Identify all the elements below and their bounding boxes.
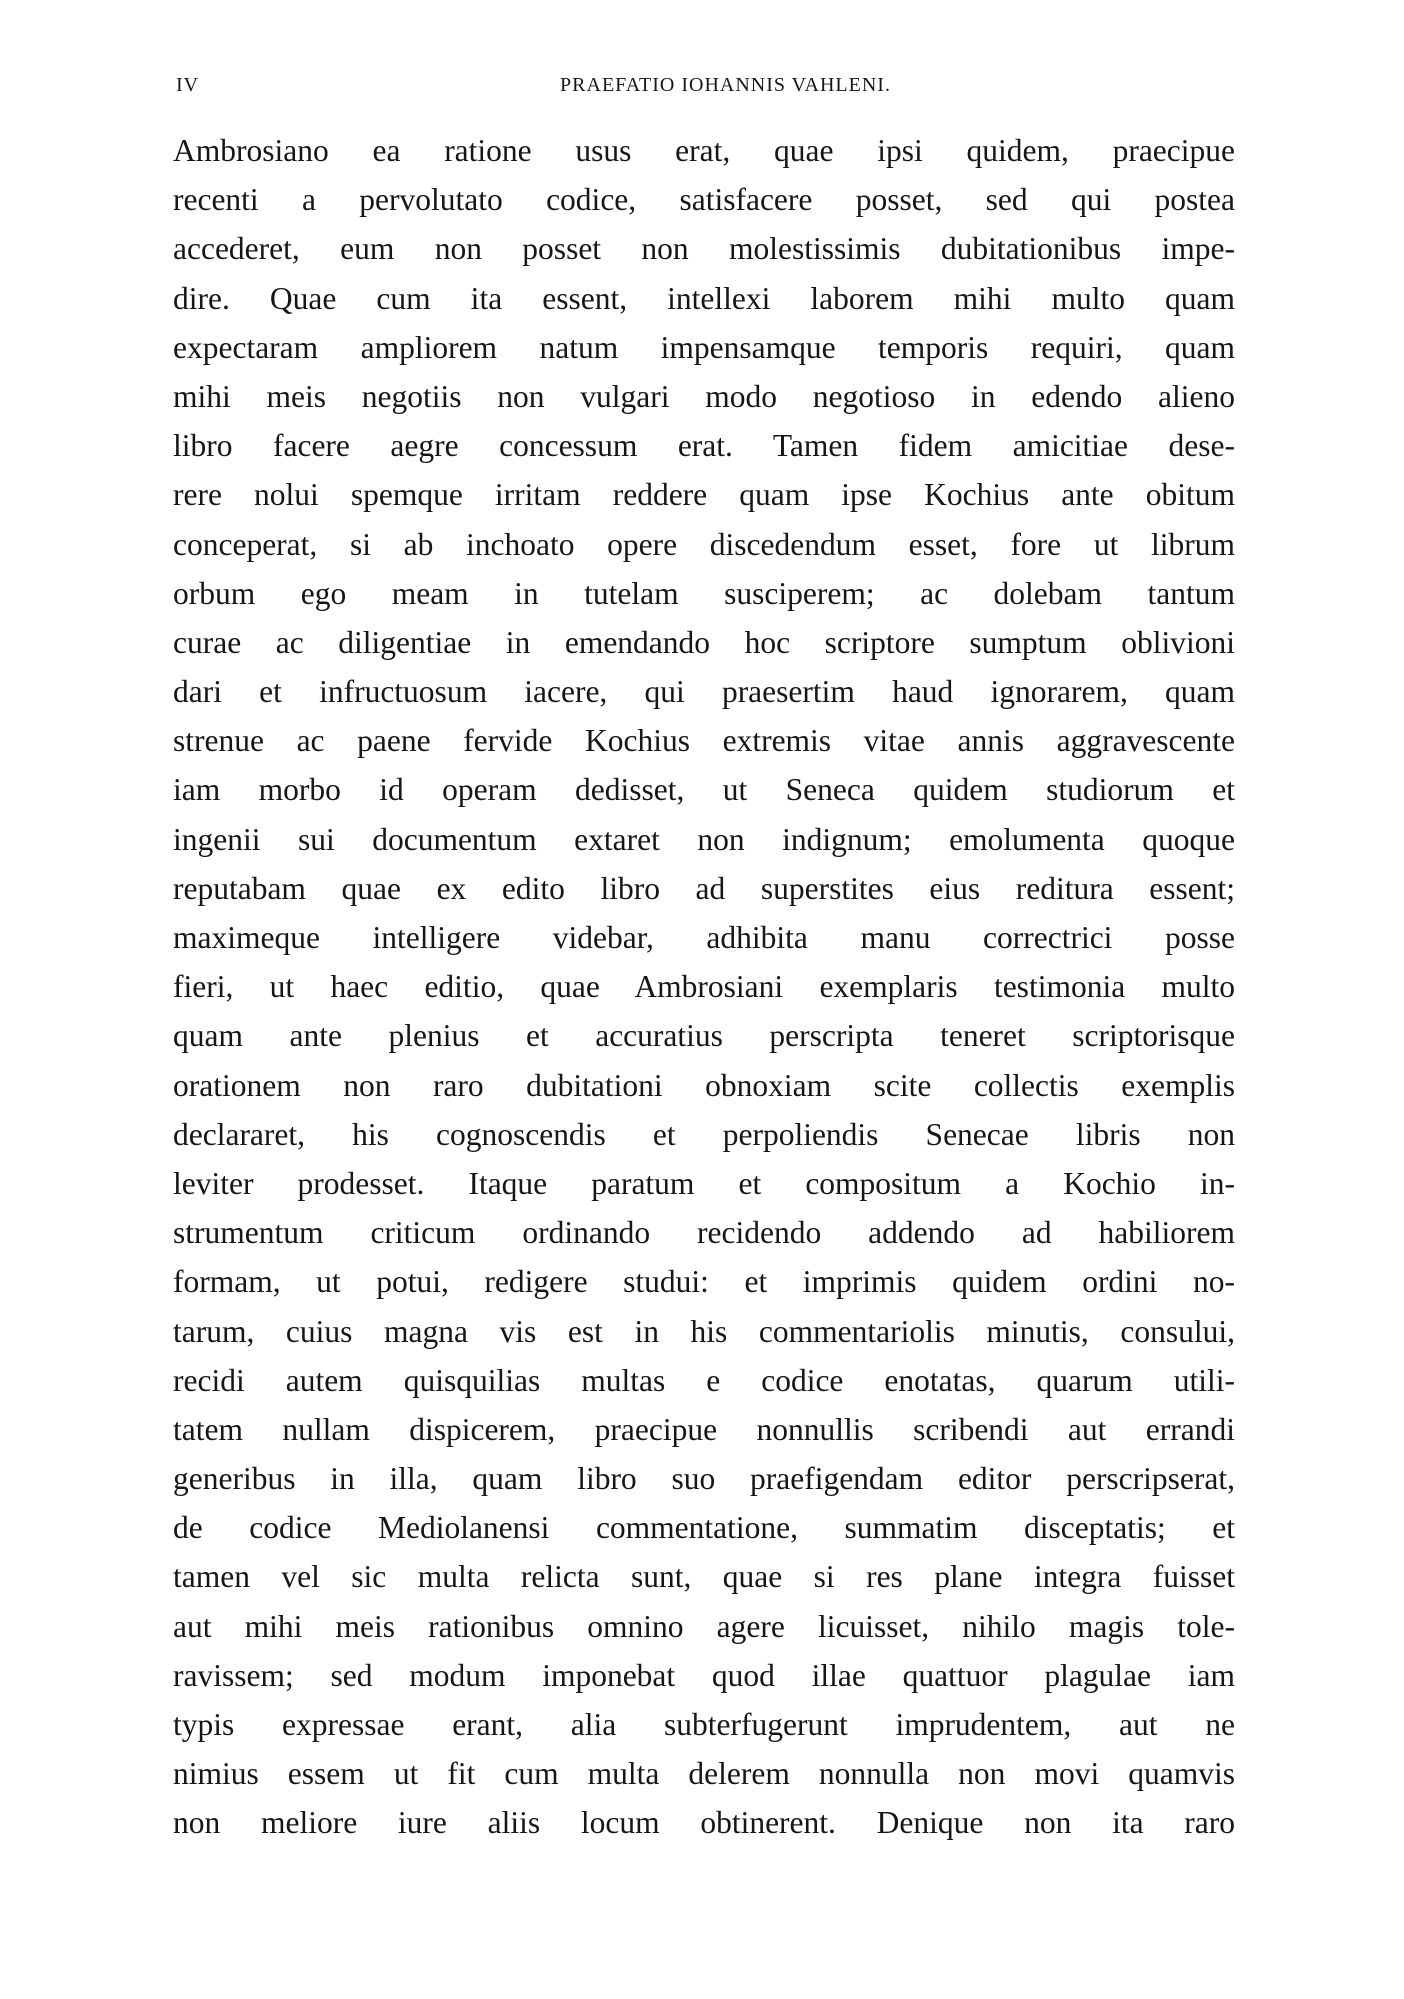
text-line: expectaram ampliorem natum impensamque temporis requiri, quam	[173, 329, 1235, 365]
text-line: recenti a pervolutato codice, satisfacere posset, sed qui postea	[173, 182, 1235, 218]
text-line: conceperat, si ab inchoato opere discedendum esset, fore ut librum	[173, 526, 1235, 562]
text-line: typis expressae erant, alia subterfugerunt imprudentem, aut ne	[173, 1707, 1235, 1742]
text-line: non meliore iure aliis locum obtinerent. Denique non ita raro	[173, 1805, 1235, 1841]
text-line: aut mihi meis rationibus omnino agere licuisset, nihilo magis tole-	[173, 1608, 1235, 1644]
text-line: de codice Mediolanensi commentatione, summatim disceptatis; et	[173, 1510, 1235, 1546]
page-header	[176, 70, 1235, 100]
text-line: iam morbo id operam dedisset, ut Seneca quidem studiorum et	[173, 772, 1235, 808]
text-line: formam, ut potui, redigere studui: et imprimis quidem ordini no-	[173, 1264, 1235, 1300]
text-line: orbum ego meam in tutelam susciperem; ac dolebam tantum	[173, 575, 1235, 611]
text-line: Ambrosiano ea ratione usus erat, quae ipsi quidem, praecipue	[173, 133, 1235, 168]
text-line: mihi meis negotiis non vulgari modo negotioso in edendo alieno	[173, 378, 1235, 414]
page-number: IV	[176, 74, 200, 96]
text-line: libro facere aegre concessum erat. Tamen fidem amicitiae dese-	[173, 428, 1235, 464]
text-line: dire. Quae cum ita essent, intellexi laborem mihi multo quam	[173, 280, 1235, 316]
text-line: dari et infructuosum iacere, qui praesertim haud ignorarem, quam	[173, 674, 1235, 710]
running-title: PRAEFATIO IOHANNIS VAHLENI.	[560, 74, 891, 96]
text-line: nimius essem ut fit cum multa delerem nonnulla non movi quamvis	[173, 1756, 1235, 1792]
text-line: maximeque intelligere videbar, adhibita manu correctrici posse	[173, 920, 1235, 955]
text-line: generibus in illa, quam libro suo praefigendam editor perscripserat,	[173, 1461, 1235, 1497]
text-line: rere nolui spemque irritam reddere quam ipse Kochius ante obitum	[173, 477, 1235, 513]
text-line: ravissem; sed modum imponebat quod illae quattuor plagulae iam	[173, 1657, 1235, 1693]
text-line: quam ante plenius et accuratius perscripta teneret scriptorisque	[173, 1018, 1235, 1054]
text-line: accederet, eum non posset non molestissimis dubitationibus impe-	[173, 231, 1235, 267]
text-line: tarum, cuius magna vis est in his commentariolis minutis, consului,	[173, 1313, 1235, 1349]
text-line: leviter prodesset. Itaque paratum et compositum a Kochio in-	[173, 1165, 1235, 1201]
text-line: fieri, ut haec editio, quae Ambrosiani exemplaris testimonia multo	[173, 969, 1235, 1005]
text-line: orationem non raro dubitationi obnoxiam scite collectis exemplis	[173, 1067, 1235, 1103]
text-line: strenue ac paene fervide Kochius extremis vitae annis aggravescente	[173, 723, 1235, 759]
text-line: reputabam quae ex edito libro ad superstites eius reditura essent;	[173, 870, 1235, 906]
body-text	[173, 126, 1235, 1848]
text-line: declararet, his cognoscendis et perpoliendis Senecae libris non	[173, 1116, 1235, 1152]
text-line: strumentum criticum ordinando recidendo addendo ad habiliorem	[173, 1215, 1235, 1251]
text-line: recidi autem quisquilias multas e codice enotatas, quarum utili-	[173, 1362, 1235, 1398]
text-line: tamen vel sic multa relicta sunt, quae si res plane integra fuisset	[173, 1559, 1235, 1595]
text-line: tatem nullam dispicerem, praecipue nonnullis scribendi aut errandi	[173, 1411, 1235, 1447]
text-line: curae ac diligentiae in emendando hoc scriptore sumptum oblivioni	[173, 624, 1235, 660]
text-line: ingenii sui documentum extaret non indignum; emolumenta quoque	[173, 821, 1235, 857]
